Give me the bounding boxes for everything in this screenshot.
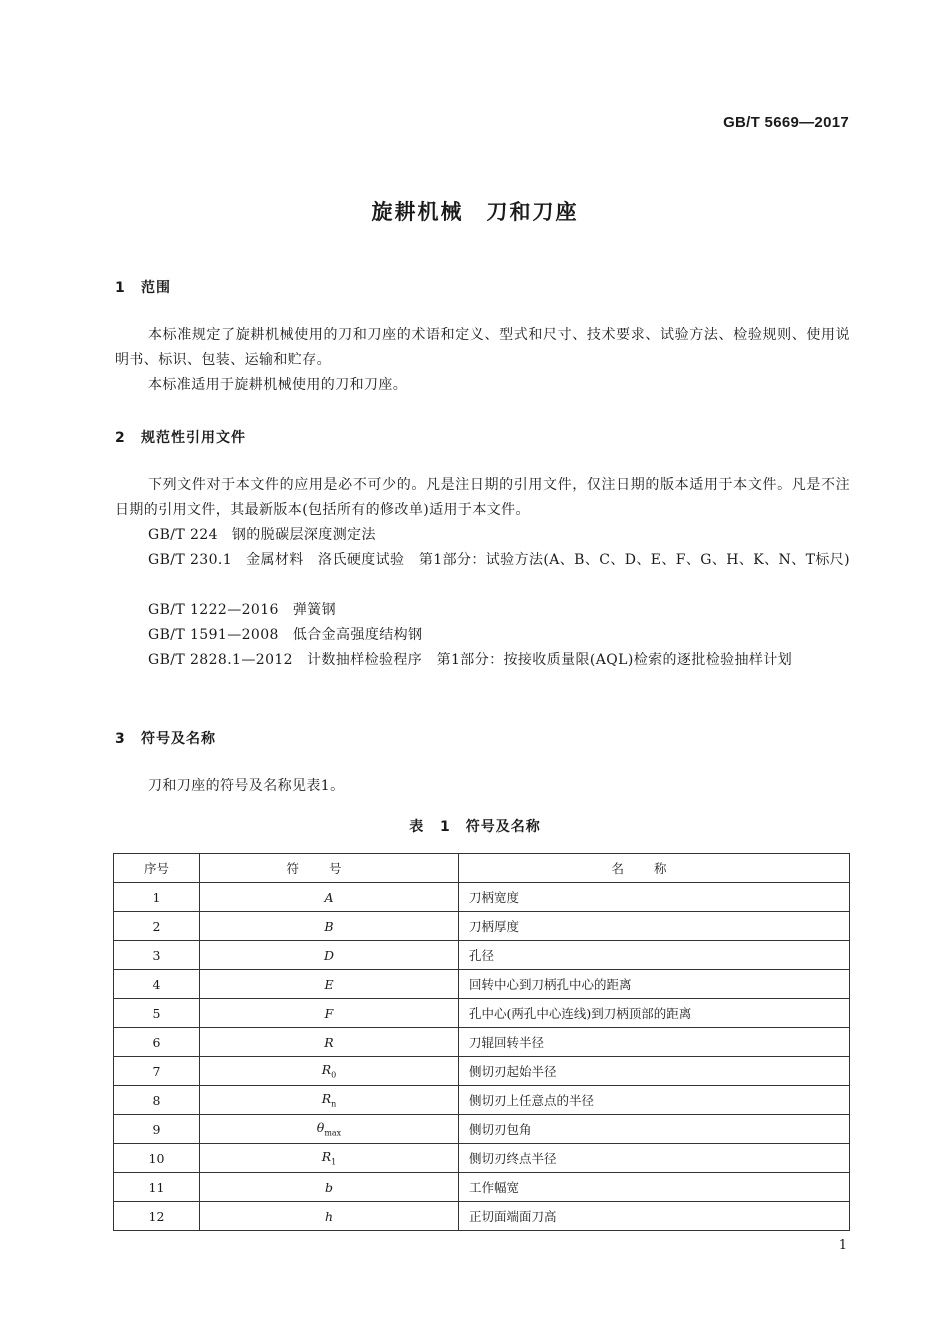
section-2-heading — [115, 427, 246, 447]
reference-item — [115, 623, 850, 648]
name-cell: 正切面端面刀高 — [459, 1202, 850, 1231]
section-number: 3 — [115, 731, 126, 747]
table-row — [114, 1028, 850, 1057]
table-row — [114, 941, 850, 970]
symbol-cell — [200, 1115, 459, 1144]
reference-item — [115, 523, 850, 548]
symbol-text: D — [323, 947, 335, 963]
symbol-cell — [200, 1202, 459, 1231]
section-number: 2 — [115, 430, 126, 446]
symbol-text: B — [324, 918, 334, 934]
symbol-cell — [200, 1028, 459, 1057]
symbol-text: F — [324, 1005, 334, 1021]
table-row — [114, 1115, 850, 1144]
symbol-text: A — [324, 889, 334, 905]
table-row — [114, 883, 850, 912]
name-cell: 孔径 — [459, 941, 850, 970]
symbol-cell — [200, 941, 459, 970]
reference-code: GB/T 2828.1—2012 — [148, 652, 293, 668]
symbols-intro-paragraph: 刀和刀座的符号及名称见表1。 — [148, 778, 345, 794]
symbol-subscript: 0 — [331, 1070, 337, 1080]
table-row — [114, 1202, 850, 1231]
reference-title: 钢的脱碳层深度测定法 — [231, 527, 376, 543]
scope-paragraph-1: 本标准规定了旋耕机械使用的刀和刀座的术语和定义、型式和尺寸、技术要求、试验方法、检验规则、使用说明书、标识、包装、运输和贮存。 — [115, 327, 850, 368]
row-number-cell: 5 — [114, 999, 200, 1028]
document-title: 旋耕机械 刀和刀座 — [371, 200, 579, 224]
name-cell: 刀辊回转半径 — [459, 1028, 850, 1057]
reference-item — [115, 598, 850, 623]
reference-item — [115, 648, 850, 673]
scope-paragraph-2: 本标准适用于旋耕机械使用的刀和刀座。 — [148, 377, 408, 393]
table-row — [114, 999, 850, 1028]
name-cell: 侧切刃起始半径 — [459, 1057, 850, 1086]
table-row — [114, 1057, 850, 1086]
symbol-cell — [200, 970, 459, 999]
row-number-cell: 3 — [114, 941, 200, 970]
row-number-cell: 6 — [114, 1028, 200, 1057]
section-3-heading — [115, 728, 216, 748]
table-caption: 表 1 符号及名称 — [409, 819, 541, 835]
symbol-subscript: 1 — [331, 1157, 337, 1167]
section-number: 1 — [115, 280, 126, 296]
references-intro-paragraph: 下列文件对于本文件的应用是必不可少的。凡是注日期的引用文件，仅注日期的版本适用于本文件。凡是不注日期的引用文件，其最新版本(包括所有的修改单)适用于本文件。 — [115, 477, 850, 518]
reference-title: 弹簧钢 — [292, 602, 337, 618]
page-number: 1 — [838, 1238, 847, 1253]
symbol-cell — [200, 912, 459, 941]
name-cell: 侧切刃包角 — [459, 1115, 850, 1144]
table-row — [114, 1086, 850, 1115]
symbol-subscript: n — [331, 1099, 337, 1109]
row-number-cell: 2 — [114, 912, 200, 941]
symbol-cell — [200, 999, 459, 1028]
symbol-subscript: max — [324, 1128, 342, 1138]
reference-code: GB/T 1222—2016 — [148, 602, 279, 618]
symbol-cell — [200, 883, 459, 912]
symbol-cell — [200, 1086, 459, 1115]
row-number-cell: 10 — [114, 1144, 200, 1173]
header-cell-name: 名称 — [459, 854, 850, 883]
symbols-table — [113, 853, 850, 1231]
reference-item — [115, 548, 850, 573]
table-header-row — [114, 854, 850, 883]
reference-code: GB/T 230.1 — [148, 552, 233, 568]
symbol-text: R — [321, 1091, 332, 1107]
row-number-cell: 1 — [114, 883, 200, 912]
symbol-text: R — [324, 1034, 334, 1050]
symbol-text: E — [324, 976, 334, 992]
symbol-text: h — [324, 1208, 334, 1224]
symbol-text: R — [321, 1149, 332, 1165]
table-row — [114, 970, 850, 999]
symbol-text: θ — [316, 1120, 325, 1136]
symbol-cell — [200, 1144, 459, 1173]
symbol-cell — [200, 1057, 459, 1086]
header-cell-number: 序号 — [114, 854, 200, 883]
section-title: 符号及名称 — [141, 731, 216, 747]
row-number-cell: 4 — [114, 970, 200, 999]
row-number-cell: 12 — [114, 1202, 200, 1231]
header-cell-symbol: 符号 — [200, 854, 459, 883]
reference-code: GB/T 224 — [148, 527, 218, 543]
reference-title: 金属材料 洛氏硬度试验 第1部分：试验方法(A、B、C、D、E、F、G、H、K、N、T标尺) — [246, 552, 850, 568]
name-cell: 孔中心(两孔中心连线)到刀柄顶部的距离 — [459, 999, 850, 1028]
symbol-text: b — [324, 1179, 333, 1195]
reference-title: 低合金高强度结构钢 — [292, 627, 423, 643]
symbol-text: R — [321, 1062, 332, 1078]
symbol-cell — [200, 1173, 459, 1202]
row-number-cell: 11 — [114, 1173, 200, 1202]
table-row — [114, 1173, 850, 1202]
name-cell: 刀柄厚度 — [459, 912, 850, 941]
name-cell: 刀柄宽度 — [459, 883, 850, 912]
name-cell: 侧切刃终点半径 — [459, 1144, 850, 1173]
standard-code: GB/T 5669—2017 — [723, 114, 849, 131]
table-row — [114, 1144, 850, 1173]
section-1-heading — [115, 277, 171, 297]
section-title: 规范性引用文件 — [141, 430, 246, 446]
name-cell: 工作幅宽 — [459, 1173, 850, 1202]
section-title: 范围 — [141, 280, 171, 296]
name-cell: 回转中心到刀柄孔中心的距离 — [459, 970, 850, 999]
reference-code: GB/T 1591—2008 — [148, 627, 279, 643]
row-number-cell: 7 — [114, 1057, 200, 1086]
reference-title: 计数抽样检验程序 第1部分：按接收质量限(AQL)检索的逐批检验抽样计划 — [307, 652, 793, 668]
row-number-cell: 9 — [114, 1115, 200, 1144]
table-row — [114, 912, 850, 941]
row-number-cell: 8 — [114, 1086, 200, 1115]
name-cell: 侧切刃上任意点的半径 — [459, 1086, 850, 1115]
